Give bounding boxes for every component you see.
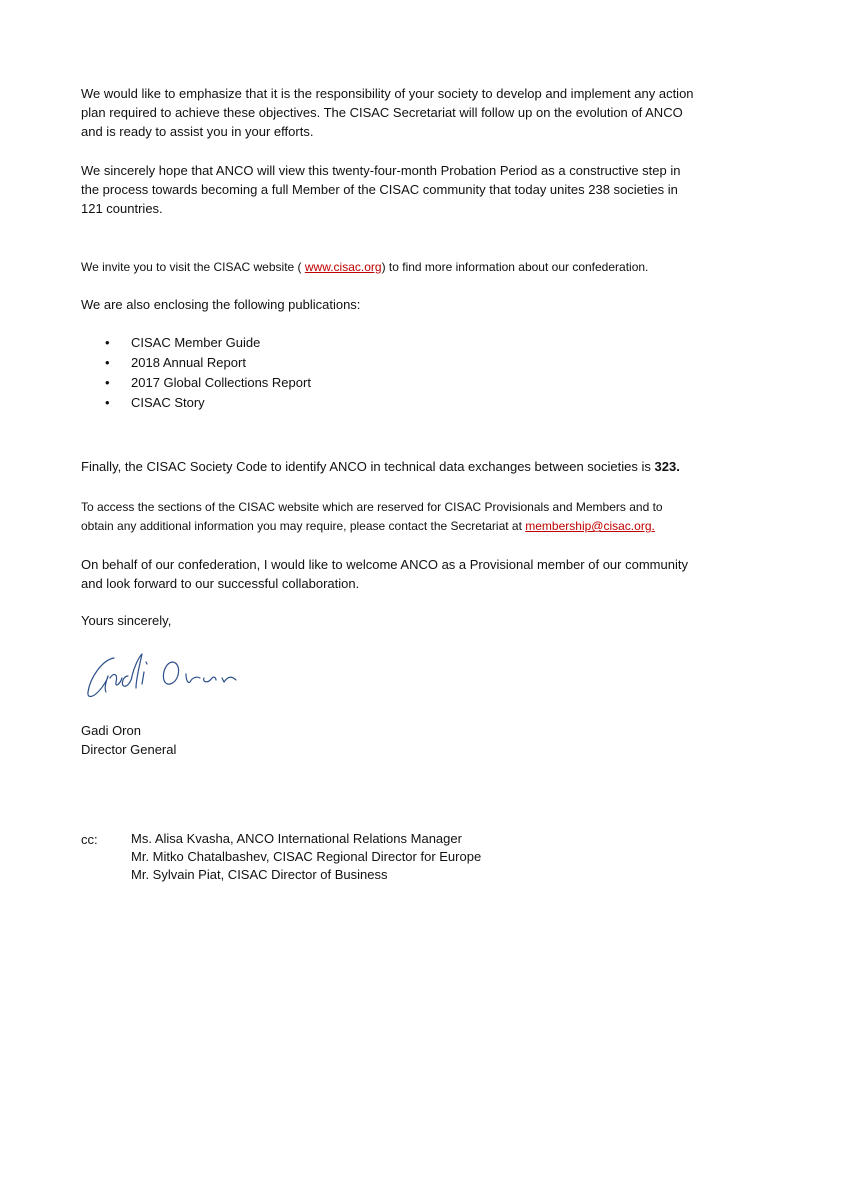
bullet-icon: • (105, 335, 110, 350)
cc-recipient: Mr. Sylvain Piat, CISAC Director of Business (131, 867, 388, 882)
bullet-icon: • (105, 355, 110, 370)
bullet-icon: • (105, 395, 110, 410)
list-item (81, 373, 311, 393)
society-code-text: Finally, the CISAC Society Code to identify ANCO in technical data exchanges between societies is (81, 459, 655, 474)
paragraph-welcome (81, 555, 769, 593)
paragraph-website (81, 258, 769, 277)
cc-recipient: Mr. Mitko Chatalbashev, CISAC Regional Director for Europe (131, 849, 482, 864)
closing-salutation: Yours sincerely, (81, 613, 172, 628)
paragraph-access (81, 498, 769, 536)
list-item (81, 393, 311, 413)
publication-title: 2017 Global Collections Report (131, 375, 311, 390)
paragraph-probation (81, 161, 769, 218)
paragraph-enclosing: We are also enclosing the following publications: (81, 297, 361, 312)
list-item (81, 333, 311, 353)
cc-list (131, 830, 481, 884)
text-line: To access the sections of the CISAC website which are reserved for CISAC Provisionals and Members and to (81, 500, 663, 514)
website-link[interactable]: www.cisac.org (304, 260, 382, 274)
publication-title: 2018 Annual Report (131, 355, 246, 370)
text-line: plan required to achieve these objectives. The CISAC Secretariat will follow up on the evolution of ANCO (81, 105, 683, 120)
text-line: the process towards becoming a full Member of the CISAC community that today unites 238 societies in (81, 182, 678, 197)
bullet-icon: • (105, 375, 110, 390)
list-item (81, 353, 311, 373)
text-line: 121 countries. (81, 201, 163, 216)
publication-title: CISAC Member Guide (131, 335, 261, 350)
signer-name: Gadi Oron (81, 723, 141, 738)
paragraph-society-code (81, 457, 769, 476)
text-line: and look forward to our successful collaboration. (81, 576, 360, 591)
signature-image (82, 648, 252, 708)
signer-block (81, 721, 769, 759)
membership-email-link[interactable]: membership@cisac.org. (525, 519, 655, 533)
paragraph-responsibility (81, 84, 769, 141)
publication-title: CISAC Story (131, 395, 205, 410)
text-line: We sincerely hope that ANCO will view this twenty-four-month Probation Period as a constructive step in (81, 163, 681, 178)
publications-list (81, 333, 311, 413)
signer-title: Director General (81, 742, 177, 757)
website-text-after: ) to find more information about our confederation. (381, 260, 649, 274)
society-code-value: 323. (654, 459, 680, 474)
access-text: obtain any additional information you may require, please contact the Secretariat at (81, 519, 526, 533)
cc-label: cc: (81, 832, 98, 847)
text-line: and is ready to assist you in your efforts. (81, 124, 314, 139)
text-line: We would like to emphasize that it is the responsibility of your society to develop and implement any action (81, 86, 694, 101)
text-line: On behalf of our confederation, I would like to welcome ANCO as a Provisional member of our community (81, 557, 688, 572)
website-text-before: We invite you to visit the CISAC website ( (81, 260, 305, 274)
cc-recipient: Ms. Alisa Kvasha, ANCO International Relations Manager (131, 831, 462, 846)
